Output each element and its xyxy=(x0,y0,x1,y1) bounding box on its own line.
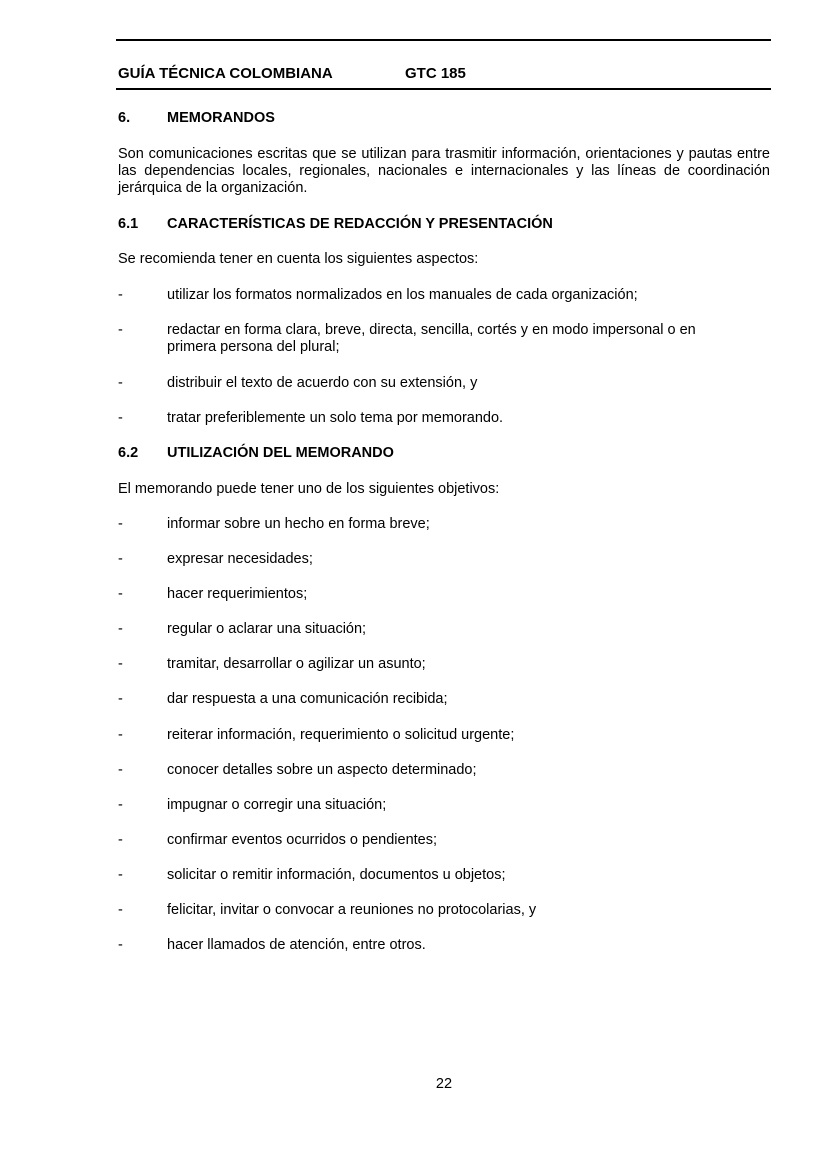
list-item: conocer detalles sobre un aspecto determinado; xyxy=(167,762,477,778)
section-6-2-number: 6.2 xyxy=(118,445,139,461)
list-item: felicitar, invitar o convocar a reuniones no protocolarias, y xyxy=(167,902,537,918)
header-bottom-rule xyxy=(116,88,771,90)
list-bullet: - xyxy=(118,551,123,567)
list-bullet: - xyxy=(118,656,123,672)
list-item: hacer requerimientos; xyxy=(167,586,308,602)
list-item: informar sobre un hecho en forma breve; xyxy=(167,516,430,532)
list-item: regular o aclarar una situación; xyxy=(167,621,367,637)
section-6-title: MEMORANDOS xyxy=(167,110,275,126)
list-bullet: - xyxy=(118,410,123,426)
list-bullet: - xyxy=(118,867,123,883)
list-item: expresar necesidades; xyxy=(167,551,313,567)
list-item: dar respuesta a una comunicación recibida; xyxy=(167,691,448,707)
document-code: GTC 185 xyxy=(405,65,466,82)
section-6-intro: Son comunicaciones escritas que se utilizan para trasmitir información, orientaciones y pautas entre las dependencias locales, regionales, nacionales e internacionales y las líneas de coordinación jerárquica de la organización. xyxy=(118,146,770,196)
list-bullet: - xyxy=(118,586,123,602)
list-bullet: - xyxy=(118,727,123,743)
list-bullet: - xyxy=(118,621,123,637)
section-6-1-intro: Se recomienda tener en cuenta los siguientes aspectos: xyxy=(118,251,479,267)
list-item: reiterar información, requerimiento o solicitud urgente; xyxy=(167,727,515,743)
list-bullet: - xyxy=(118,516,123,532)
page-number: 22 xyxy=(435,1076,453,1092)
list-bullet: - xyxy=(118,375,123,391)
running-header xyxy=(118,65,466,82)
list-item: tramitar, desarrollar o agilizar un asunto; xyxy=(167,656,426,672)
section-6-1-number: 6.1 xyxy=(118,216,139,232)
list-item: redactar en forma clara, breve, directa, sencilla, cortés y en modo impersonal o en primera persona del plural; xyxy=(167,322,696,355)
section-6-2-title: UTILIZACIÓN DEL MEMORANDO xyxy=(167,445,394,461)
list-bullet: - xyxy=(118,902,123,918)
list-bullet: - xyxy=(118,691,123,707)
header-top-rule xyxy=(116,39,771,41)
section-6-1-title: CARACTERÍSTICAS DE REDACCIÓN Y PRESENTACIÓN xyxy=(167,216,553,232)
list-bullet: - xyxy=(118,322,123,338)
list-bullet: - xyxy=(118,937,123,953)
document-title: GUÍA TÉCNICA COLOMBIANA xyxy=(118,65,333,82)
list-item: impugnar o corregir una situación; xyxy=(167,797,387,813)
list-bullet: - xyxy=(118,797,123,813)
list-item: tratar preferiblemente un solo tema por memorando. xyxy=(167,410,504,426)
section-6-2-intro: El memorando puede tener uno de los siguientes objetivos: xyxy=(118,481,500,497)
list-item: utilizar los formatos normalizados en los manuales de cada organización; xyxy=(167,287,638,303)
list-item: hacer llamados de atención, entre otros. xyxy=(167,937,426,953)
list-bullet: - xyxy=(118,762,123,778)
list-item: confirmar eventos ocurridos o pendientes; xyxy=(167,832,438,848)
list-item: solicitar o remitir información, documentos u objetos; xyxy=(167,867,506,883)
section-6-number: 6. xyxy=(118,110,131,126)
list-item: distribuir el texto de acuerdo con su extensión, y xyxy=(167,375,478,391)
list-bullet: - xyxy=(118,832,123,848)
list-bullet: - xyxy=(118,287,123,303)
